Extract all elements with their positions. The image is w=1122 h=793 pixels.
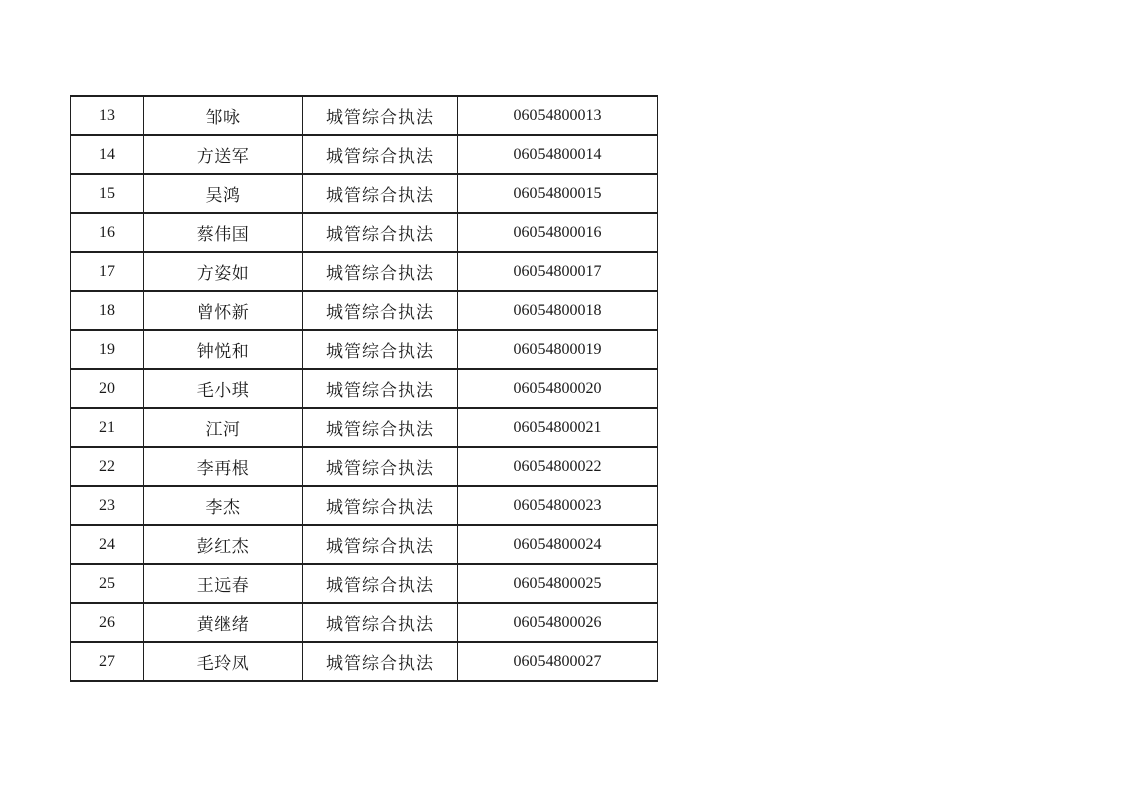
department-cell: 城管综合执法	[303, 213, 458, 252]
name-cell: 黄继绪	[144, 603, 303, 642]
exam-number-cell: 06054800016	[458, 213, 658, 252]
exam-number-cell: 06054800025	[458, 564, 658, 603]
department-cell: 城管综合执法	[303, 603, 458, 642]
table-row	[71, 252, 658, 291]
row-number-cell: 14	[71, 135, 144, 174]
department-cell: 城管综合执法	[303, 330, 458, 369]
name-cell: 蔡伟国	[144, 213, 303, 252]
table-row	[71, 369, 658, 408]
department-cell: 城管综合执法	[303, 369, 458, 408]
name-cell: 方姿如	[144, 252, 303, 291]
name-cell: 曾怀新	[144, 291, 303, 330]
exam-number-cell: 06054800022	[458, 447, 658, 486]
table-row	[71, 408, 658, 447]
row-number-cell: 27	[71, 642, 144, 681]
name-cell: 方送军	[144, 135, 303, 174]
row-number-cell: 17	[71, 252, 144, 291]
row-number-cell: 26	[71, 603, 144, 642]
name-cell: 彭红杰	[144, 525, 303, 564]
exam-number-cell: 06054800015	[458, 174, 658, 213]
row-number-cell: 21	[71, 408, 144, 447]
name-cell: 钟悦和	[144, 330, 303, 369]
exam-number-cell: 06054800023	[458, 486, 658, 525]
name-cell: 毛小琪	[144, 369, 303, 408]
department-cell: 城管综合执法	[303, 408, 458, 447]
row-number-cell: 22	[71, 447, 144, 486]
table-row	[71, 213, 658, 252]
name-cell: 吴鸿	[144, 174, 303, 213]
department-cell: 城管综合执法	[303, 564, 458, 603]
exam-number-cell: 06054800013	[458, 96, 658, 135]
exam-number-cell: 06054800026	[458, 603, 658, 642]
row-number-cell: 16	[71, 213, 144, 252]
row-number-cell: 15	[71, 174, 144, 213]
row-number-cell: 20	[71, 369, 144, 408]
table-row	[71, 603, 658, 642]
department-cell: 城管综合执法	[303, 174, 458, 213]
department-cell: 城管综合执法	[303, 291, 458, 330]
department-cell: 城管综合执法	[303, 135, 458, 174]
department-cell: 城管综合执法	[303, 447, 458, 486]
row-number-cell: 24	[71, 525, 144, 564]
table-row	[71, 330, 658, 369]
table-row	[71, 564, 658, 603]
exam-number-cell: 06054800024	[458, 525, 658, 564]
row-number-cell: 13	[71, 96, 144, 135]
exam-number-cell: 06054800027	[458, 642, 658, 681]
row-number-cell: 25	[71, 564, 144, 603]
department-cell: 城管综合执法	[303, 642, 458, 681]
table-row	[71, 96, 658, 135]
table-row	[71, 174, 658, 213]
name-cell: 毛玲凤	[144, 642, 303, 681]
name-cell: 邹咏	[144, 96, 303, 135]
table-row	[71, 135, 658, 174]
table-row	[71, 525, 658, 564]
table-row	[71, 291, 658, 330]
table-row	[71, 486, 658, 525]
department-cell: 城管综合执法	[303, 486, 458, 525]
table-row	[71, 447, 658, 486]
department-cell: 城管综合执法	[303, 96, 458, 135]
row-number-cell: 18	[71, 291, 144, 330]
table-row	[71, 642, 658, 681]
exam-number-cell: 06054800021	[458, 408, 658, 447]
name-cell: 江河	[144, 408, 303, 447]
exam-number-cell: 06054800019	[458, 330, 658, 369]
department-cell: 城管综合执法	[303, 252, 458, 291]
department-cell: 城管综合执法	[303, 525, 458, 564]
exam-number-cell: 06054800018	[458, 291, 658, 330]
exam-number-cell: 06054800020	[458, 369, 658, 408]
exam-number-cell: 06054800014	[458, 135, 658, 174]
name-cell: 王远春	[144, 564, 303, 603]
name-cell: 李杰	[144, 486, 303, 525]
name-cell: 李再根	[144, 447, 303, 486]
exam-number-cell: 06054800017	[458, 252, 658, 291]
row-number-cell: 23	[71, 486, 144, 525]
roster-table	[70, 95, 658, 682]
row-number-cell: 19	[71, 330, 144, 369]
